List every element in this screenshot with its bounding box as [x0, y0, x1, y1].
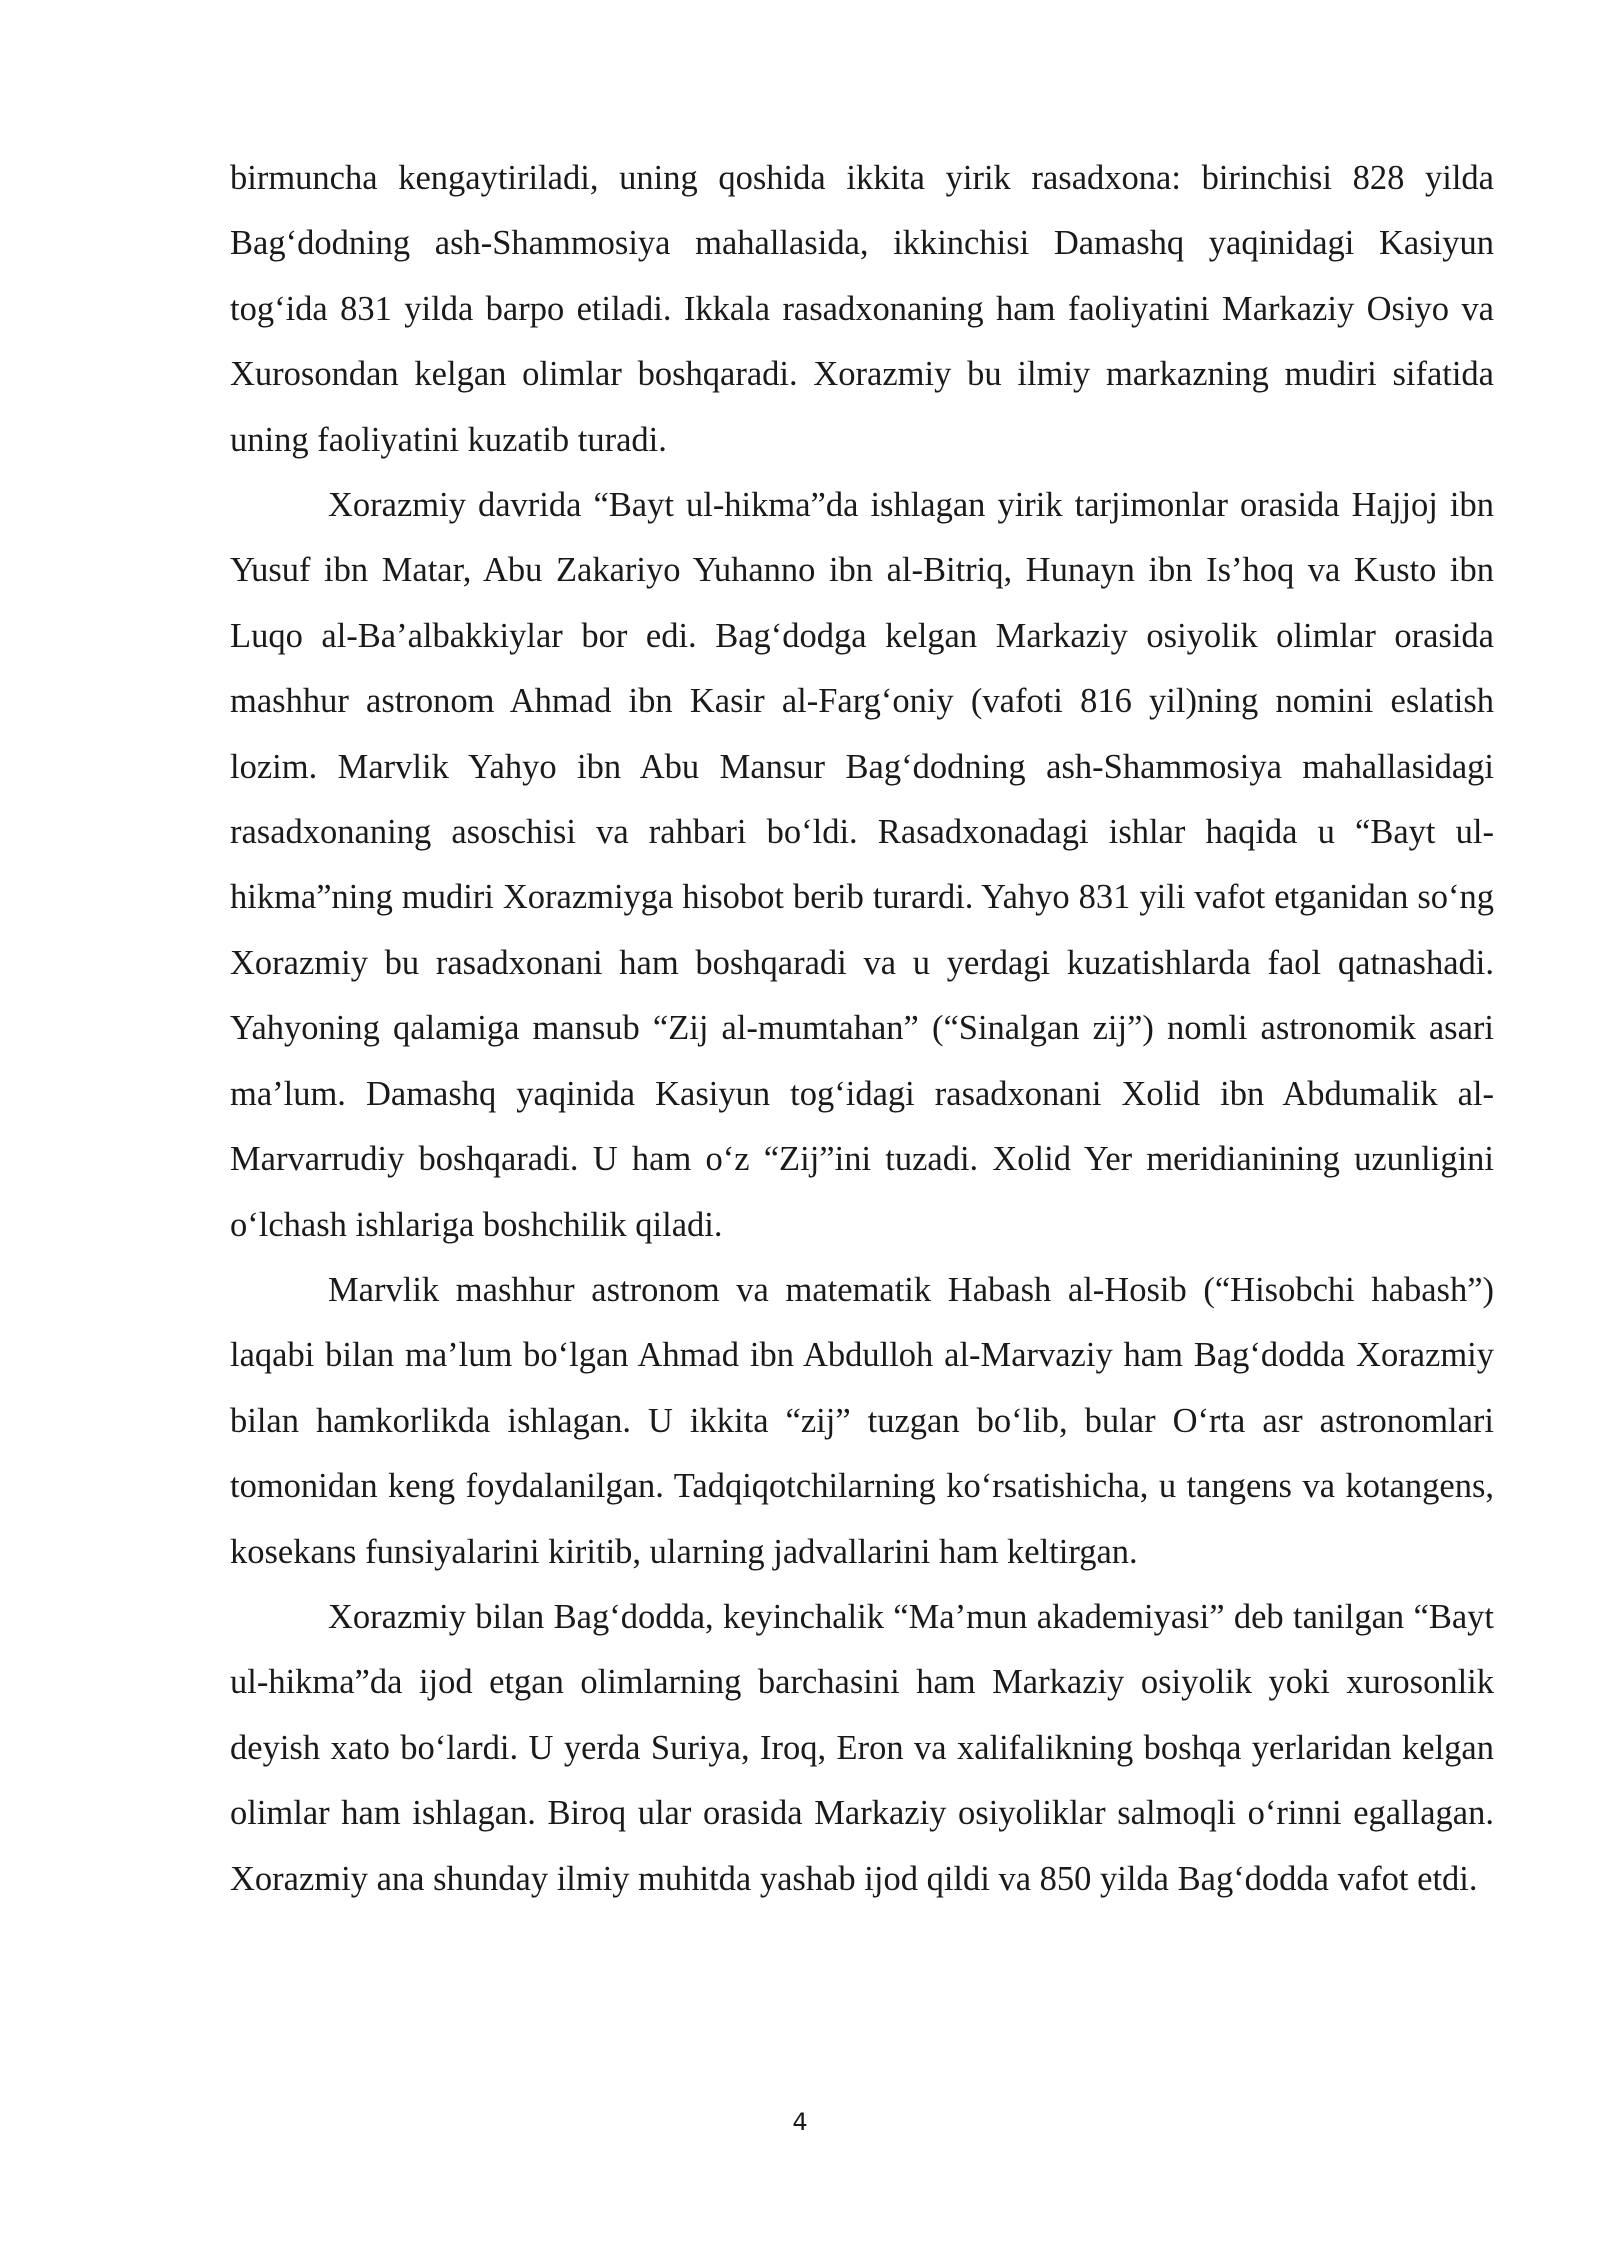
body-text [230, 146, 1494, 1912]
page-number: 4 [792, 2108, 808, 2136]
paragraph-translators: Xorazmiy davrida “Bayt ul-hikma”da ishlagan yirik tarjimonlar orasida Hajjoj ibn Yusuf ibn Matar, Abu Zakariyo Yuhanno ibn al-Bitriq, Hunayn ibn Is’hoq va Kusto ibn Luqo al-Ba’albakkiylar bor edi. Bag‘dodga kelgan Markaziy osiyolik olimlar orasida mashhur astronom Ahmad ibn Kasir al-Farg‘oniy (vafoti 816 yil)ning nomini eslatish lozim. Marvlik Yahyo ibn Abu Mansur Bag‘dodning ash-Shammosiya mahallasidagi rasadxonaning asoschisi va rahbari bo‘ldi. Rasadxonadagi ishlar haqida u “Bayt ul-hikma”ning mudiri Xorazmiyga hisobot berib turardi. Yahyo 831 yili vafot etganidan so‘ng Xorazmiy bu rasadxonani ham boshqaradi va u yerdagi kuzatishlarda faol qatnashadi. Yahyoning qalamiga mansub “Zij al-mumtahan” (“Sinalgan zij”) nomli astronomik asari ma’lum. Damashq yaqinida Kasiyun tog‘idagi rasadxonani Xolid ibn Abdumalik al-Marvarrudiy boshqaradi. U ham o‘z “Zij”ini tuzadi. Xolid Yer meridianining uzunligini o‘lchash ishlariga boshchilik qiladi. [230, 486, 1494, 1244]
paragraph-academy: Xorazmiy bilan Bag‘dodda, keyinchalik “Ma’mun akademiyasi” deb tanilgan “Bayt ul-hikma”da ijod etgan olimlarning barchasini ham Markaziy osiyolik yoki xurosonlik deyish xato bo‘lardi. U yerda Suriya, Iroq, Eron va xalifalikning boshqa yerlaridan kelgan olimlar ham ishlagan. Biroq ular orasida Markaziy osiyoliklar salmoqli o‘rinni egallagan. Xorazmiy ana shunday ilmiy muhitda yashab ijod qildi va 850 yilda Bag‘dodda vafot etdi. [230, 1597, 1494, 1898]
paragraph-continued: birmuncha kengaytiriladi, uning qoshida ikkita yirik rasadxona: birinchisi 828 yilda Bag‘dodning ash-Shammosiya mahallasida, ikkinchisi Damashq yaqinidagi Kasiyun tog‘ida 831 yilda barpo etiladi. Ikkala rasadxonaning ham faoliyatini Markaziy Osiyo va Xurosondan kelgan olimlar boshqaradi. Xorazmiy bu ilmiy markazning mudiri sifatida uning faoliyatini kuzatib turadi. [230, 159, 1494, 459]
paragraph-habash: Marvlik mashhur astronom va matematik Habash al-Hosib (“Hisobchi habash”) laqabi bilan ma’lum bo‘lgan Ahmad ibn Abdulloh al-Marvaziy ham Bag‘dodda Xorazmiy bilan hamkorlikda ishlagan. U ikkita “zij” tuzgan bo‘lib, bular O‘rta asr astronomlari tomonidan keng foydalanilgan. Tadqiqotchilarning ko‘rsatishicha, u tangens va kotangens, kosekans funsiyalarini kiritib, ularning jadvallarini ham keltirgan. [230, 1270, 1494, 1571]
